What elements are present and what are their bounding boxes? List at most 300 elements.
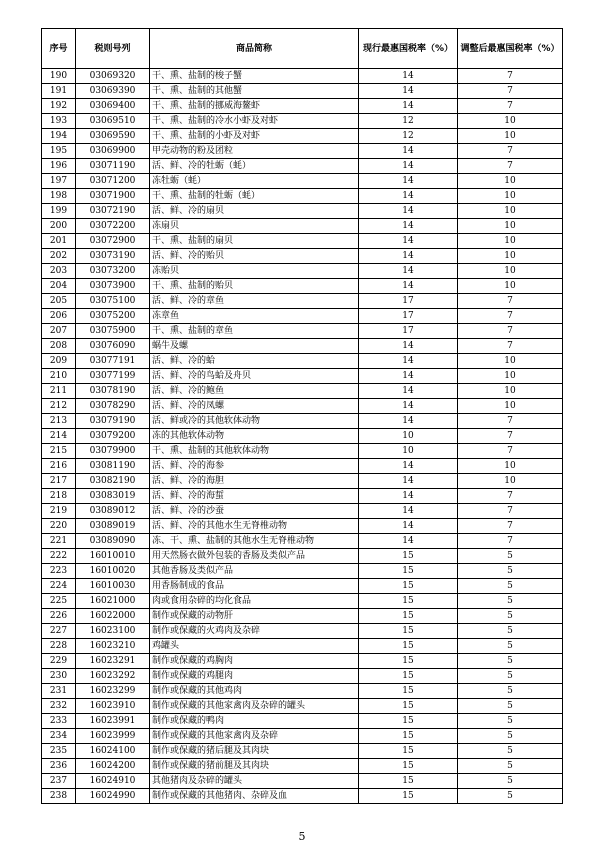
cell-name: 活、鲜、冷的海参 — [150, 459, 359, 474]
cell-code: 16023291 — [76, 654, 150, 669]
cell-seq: 219 — [42, 504, 76, 519]
cell-adjusted-rate: 5 — [458, 699, 563, 714]
cell-adjusted-rate: 7 — [458, 489, 563, 504]
cell-code: 16023100 — [76, 624, 150, 639]
cell-name: 冻牡蛎（蚝） — [150, 174, 359, 189]
cell-current-rate: 14 — [359, 399, 458, 414]
cell-code: 16024100 — [76, 744, 150, 759]
table-row — [42, 159, 563, 174]
cell-seq: 199 — [42, 204, 76, 219]
cell-current-rate: 14 — [359, 249, 458, 264]
table-row — [42, 744, 563, 759]
cell-adjusted-rate: 5 — [458, 564, 563, 579]
cell-current-rate: 15 — [359, 684, 458, 699]
cell-adjusted-rate: 7 — [458, 444, 563, 459]
table-row — [42, 99, 563, 114]
cell-adjusted-rate: 7 — [458, 294, 563, 309]
cell-adjusted-rate: 10 — [458, 264, 563, 279]
cell-seq: 222 — [42, 549, 76, 564]
cell-current-rate: 14 — [359, 84, 458, 99]
cell-current-rate: 15 — [359, 594, 458, 609]
cell-name: 活、鲜、冷的海蜇 — [150, 489, 359, 504]
table-row — [42, 264, 563, 279]
table-row — [42, 609, 563, 624]
cell-seq: 217 — [42, 474, 76, 489]
cell-adjusted-rate: 5 — [458, 639, 563, 654]
cell-code: 03083019 — [76, 489, 150, 504]
table-row — [42, 489, 563, 504]
cell-seq: 194 — [42, 129, 76, 144]
cell-seq: 232 — [42, 699, 76, 714]
table-header-row — [42, 29, 563, 69]
cell-name: 蜗牛及螺 — [150, 339, 359, 354]
cell-code: 03071200 — [76, 174, 150, 189]
table-row — [42, 369, 563, 384]
cell-code: 16010030 — [76, 579, 150, 594]
cell-current-rate: 15 — [359, 699, 458, 714]
cell-code: 03069390 — [76, 84, 150, 99]
cell-code: 03076090 — [76, 339, 150, 354]
cell-seq: 201 — [42, 234, 76, 249]
cell-code: 03073900 — [76, 279, 150, 294]
table-row — [42, 714, 563, 729]
cell-current-rate: 14 — [359, 339, 458, 354]
cell-adjusted-rate: 10 — [458, 279, 563, 294]
cell-current-rate: 10 — [359, 444, 458, 459]
cell-seq: 203 — [42, 264, 76, 279]
cell-seq: 237 — [42, 774, 76, 789]
cell-adjusted-rate: 7 — [458, 144, 563, 159]
cell-name: 肉或食用杂碎的均化食品 — [150, 594, 359, 609]
cell-adjusted-rate: 5 — [458, 654, 563, 669]
cell-name: 干、熏、盐制的其他蟹 — [150, 84, 359, 99]
table-row — [42, 549, 563, 564]
table-row — [42, 579, 563, 594]
cell-name: 干、熏、盐制的冷水小虾及对虾 — [150, 114, 359, 129]
cell-code: 16024200 — [76, 759, 150, 774]
cell-current-rate: 14 — [359, 174, 458, 189]
cell-seq: 195 — [42, 144, 76, 159]
table-row — [42, 429, 563, 444]
cell-seq: 213 — [42, 414, 76, 429]
cell-name: 制作或保藏的鸡胸肉 — [150, 654, 359, 669]
cell-seq: 231 — [42, 684, 76, 699]
cell-current-rate: 14 — [359, 384, 458, 399]
cell-adjusted-rate: 7 — [458, 159, 563, 174]
cell-code: 03082190 — [76, 474, 150, 489]
cell-current-rate: 17 — [359, 294, 458, 309]
cell-adjusted-rate: 5 — [458, 609, 563, 624]
table-row — [42, 684, 563, 699]
cell-adjusted-rate: 10 — [458, 189, 563, 204]
cell-current-rate: 14 — [359, 474, 458, 489]
cell-code: 03089019 — [76, 519, 150, 534]
cell-name: 制作或保藏的其他家禽肉及杂碎 — [150, 729, 359, 744]
cell-current-rate: 15 — [359, 744, 458, 759]
cell-name: 制作或保藏的其他猪肉、杂碎及血 — [150, 789, 359, 804]
cell-code: 03072900 — [76, 234, 150, 249]
cell-name: 冻的其他软体动物 — [150, 429, 359, 444]
cell-code: 03089012 — [76, 504, 150, 519]
cell-current-rate: 17 — [359, 309, 458, 324]
cell-seq: 225 — [42, 594, 76, 609]
cell-seq: 209 — [42, 354, 76, 369]
table-row — [42, 144, 563, 159]
cell-adjusted-rate: 5 — [458, 789, 563, 804]
cell-code: 03075200 — [76, 309, 150, 324]
cell-adjusted-rate: 5 — [458, 774, 563, 789]
cell-adjusted-rate: 10 — [458, 369, 563, 384]
cell-adjusted-rate: 10 — [458, 249, 563, 264]
cell-name: 活、鲜、冷的牡蛎（蚝） — [150, 159, 359, 174]
cell-seq: 190 — [42, 69, 76, 84]
cell-adjusted-rate: 5 — [458, 669, 563, 684]
cell-current-rate: 14 — [359, 204, 458, 219]
cell-name: 制作或保藏的鸭肉 — [150, 714, 359, 729]
cell-seq: 200 — [42, 219, 76, 234]
cell-code: 03071190 — [76, 159, 150, 174]
cell-current-rate: 14 — [359, 414, 458, 429]
cell-adjusted-rate: 7 — [458, 84, 563, 99]
table-row — [42, 474, 563, 489]
cell-adjusted-rate: 5 — [458, 744, 563, 759]
cell-code: 03071900 — [76, 189, 150, 204]
cell-name: 干、熏、盐制的章鱼 — [150, 324, 359, 339]
cell-current-rate: 14 — [359, 279, 458, 294]
cell-code: 03072200 — [76, 219, 150, 234]
table-body — [42, 69, 563, 804]
table-row — [42, 324, 563, 339]
cell-adjusted-rate: 10 — [458, 354, 563, 369]
table-row — [42, 519, 563, 534]
cell-seq: 206 — [42, 309, 76, 324]
cell-name: 干、熏、盐制的牡蛎（蚝） — [150, 189, 359, 204]
cell-current-rate: 15 — [359, 669, 458, 684]
table-row — [42, 624, 563, 639]
cell-name: 活、鲜、冷的鸟蛤及舟贝 — [150, 369, 359, 384]
cell-current-rate: 15 — [359, 579, 458, 594]
cell-adjusted-rate: 10 — [458, 219, 563, 234]
table-row — [42, 189, 563, 204]
tariff-table — [41, 28, 563, 804]
cell-code: 16023991 — [76, 714, 150, 729]
cell-current-rate: 14 — [359, 459, 458, 474]
header-name: 商品简称 — [150, 29, 359, 69]
table-row — [42, 249, 563, 264]
cell-adjusted-rate: 7 — [458, 414, 563, 429]
cell-code: 03077191 — [76, 354, 150, 369]
table-row — [42, 384, 563, 399]
cell-name: 用天然肠衣做外包装的香肠及类似产品 — [150, 549, 359, 564]
cell-code: 03073190 — [76, 249, 150, 264]
cell-seq: 202 — [42, 249, 76, 264]
table-row — [42, 414, 563, 429]
table-row — [42, 789, 563, 804]
cell-seq: 208 — [42, 339, 76, 354]
cell-adjusted-rate: 7 — [458, 534, 563, 549]
cell-current-rate: 15 — [359, 639, 458, 654]
cell-adjusted-rate: 5 — [458, 759, 563, 774]
cell-name: 制作或保藏的鸡腿肉 — [150, 669, 359, 684]
cell-seq: 230 — [42, 669, 76, 684]
cell-name: 活、鲜、冷的凤螺 — [150, 399, 359, 414]
cell-seq: 215 — [42, 444, 76, 459]
cell-current-rate: 14 — [359, 69, 458, 84]
cell-code: 16021000 — [76, 594, 150, 609]
table-row — [42, 129, 563, 144]
page-number: 5 — [298, 830, 306, 843]
cell-adjusted-rate: 7 — [458, 429, 563, 444]
cell-seq: 216 — [42, 459, 76, 474]
table-row — [42, 309, 563, 324]
header-seq: 序号 — [42, 29, 76, 69]
cell-name: 制作或保藏的动物肝 — [150, 609, 359, 624]
cell-current-rate: 15 — [359, 774, 458, 789]
table-row — [42, 699, 563, 714]
table-row — [42, 534, 563, 549]
cell-adjusted-rate: 7 — [458, 324, 563, 339]
cell-code: 03079900 — [76, 444, 150, 459]
cell-name: 干、熏、盐制的挪威海鳌虾 — [150, 99, 359, 114]
table-row — [42, 654, 563, 669]
cell-adjusted-rate: 5 — [458, 684, 563, 699]
cell-name: 用香肠制成的食品 — [150, 579, 359, 594]
cell-adjusted-rate: 10 — [458, 114, 563, 129]
cell-code: 03079200 — [76, 429, 150, 444]
cell-current-rate: 14 — [359, 519, 458, 534]
cell-name: 活、鲜、冷的章鱼 — [150, 294, 359, 309]
cell-seq: 234 — [42, 729, 76, 744]
cell-seq: 229 — [42, 654, 76, 669]
cell-name: 制作或保藏的猪后腿及其肉块 — [150, 744, 359, 759]
cell-name: 冻章鱼 — [150, 309, 359, 324]
cell-adjusted-rate: 10 — [458, 234, 563, 249]
cell-adjusted-rate: 10 — [458, 399, 563, 414]
table-row — [42, 759, 563, 774]
cell-name: 其他猪肉及杂碎的罐头 — [150, 774, 359, 789]
cell-name: 制作或保藏的猪前腿及其肉块 — [150, 759, 359, 774]
cell-seq: 218 — [42, 489, 76, 504]
cell-adjusted-rate: 5 — [458, 729, 563, 744]
cell-current-rate: 14 — [359, 504, 458, 519]
cell-name: 冻扇贝 — [150, 219, 359, 234]
cell-code: 16023299 — [76, 684, 150, 699]
cell-current-rate: 10 — [359, 429, 458, 444]
cell-current-rate: 15 — [359, 624, 458, 639]
cell-adjusted-rate: 5 — [458, 714, 563, 729]
table-row — [42, 234, 563, 249]
table-row — [42, 84, 563, 99]
table-row — [42, 639, 563, 654]
cell-current-rate: 14 — [359, 219, 458, 234]
cell-adjusted-rate: 10 — [458, 174, 563, 189]
cell-code: 03079190 — [76, 414, 150, 429]
table-row — [42, 294, 563, 309]
cell-code: 16023292 — [76, 669, 150, 684]
cell-current-rate: 12 — [359, 114, 458, 129]
table-row — [42, 219, 563, 234]
cell-adjusted-rate: 5 — [458, 579, 563, 594]
cell-adjusted-rate: 10 — [458, 384, 563, 399]
cell-code: 03073200 — [76, 264, 150, 279]
cell-name: 冻、干、熏、盐制的其他水生无脊椎动物 — [150, 534, 359, 549]
table-row — [42, 354, 563, 369]
cell-name: 制作或保藏的其他鸡肉 — [150, 684, 359, 699]
cell-current-rate: 15 — [359, 714, 458, 729]
header-current-rate: 现行最惠国税率（%） — [359, 29, 458, 69]
cell-name: 活、鲜或冷的其他软体动物 — [150, 414, 359, 429]
cell-code: 03078290 — [76, 399, 150, 414]
cell-current-rate: 12 — [359, 129, 458, 144]
cell-seq: 238 — [42, 789, 76, 804]
cell-seq: 193 — [42, 114, 76, 129]
cell-code: 03069900 — [76, 144, 150, 159]
cell-seq: 192 — [42, 99, 76, 114]
table-row — [42, 279, 563, 294]
cell-name: 活、鲜、冷的蛤 — [150, 354, 359, 369]
cell-seq: 204 — [42, 279, 76, 294]
cell-seq: 236 — [42, 759, 76, 774]
cell-seq: 214 — [42, 429, 76, 444]
header-code: 税则号列 — [76, 29, 150, 69]
cell-code: 16010020 — [76, 564, 150, 579]
cell-adjusted-rate: 7 — [458, 519, 563, 534]
cell-seq: 227 — [42, 624, 76, 639]
cell-seq: 207 — [42, 324, 76, 339]
cell-current-rate: 15 — [359, 564, 458, 579]
cell-seq: 210 — [42, 369, 76, 384]
cell-seq: 226 — [42, 609, 76, 624]
cell-name: 活、鲜、冷的贻贝 — [150, 249, 359, 264]
cell-code: 16024910 — [76, 774, 150, 789]
cell-name: 冻贻贝 — [150, 264, 359, 279]
cell-seq: 197 — [42, 174, 76, 189]
cell-name: 活、鲜、冷的海胆 — [150, 474, 359, 489]
table-row — [42, 174, 563, 189]
cell-current-rate: 15 — [359, 654, 458, 669]
cell-current-rate: 15 — [359, 759, 458, 774]
table-row — [42, 69, 563, 84]
table-row — [42, 669, 563, 684]
header-adjusted-rate: 调整后最惠国税率（%） — [458, 29, 563, 69]
cell-code: 03069320 — [76, 69, 150, 84]
cell-code: 16023910 — [76, 699, 150, 714]
cell-seq: 191 — [42, 84, 76, 99]
cell-seq: 205 — [42, 294, 76, 309]
table-row — [42, 459, 563, 474]
cell-name: 制作或保藏的其他家禽肉及杂碎的罐头 — [150, 699, 359, 714]
cell-current-rate: 15 — [359, 609, 458, 624]
cell-adjusted-rate: 5 — [458, 549, 563, 564]
cell-name: 鸡罐头 — [150, 639, 359, 654]
cell-name: 干、熏、盐制的扇贝 — [150, 234, 359, 249]
document-page — [41, 28, 562, 804]
cell-code: 03072190 — [76, 204, 150, 219]
cell-seq: 235 — [42, 744, 76, 759]
cell-current-rate: 14 — [359, 534, 458, 549]
cell-adjusted-rate: 7 — [458, 339, 563, 354]
cell-current-rate: 14 — [359, 144, 458, 159]
cell-adjusted-rate: 7 — [458, 69, 563, 84]
cell-current-rate: 14 — [359, 489, 458, 504]
cell-current-rate: 14 — [359, 99, 458, 114]
cell-adjusted-rate: 7 — [458, 504, 563, 519]
cell-code: 03075100 — [76, 294, 150, 309]
cell-seq: 212 — [42, 399, 76, 414]
cell-code: 03077199 — [76, 369, 150, 384]
cell-code: 03075900 — [76, 324, 150, 339]
cell-name: 干、熏、盐制的贻贝 — [150, 279, 359, 294]
table-row — [42, 594, 563, 609]
table-row — [42, 204, 563, 219]
cell-current-rate: 15 — [359, 729, 458, 744]
cell-name: 活、鲜、冷的其他水生无脊椎动物 — [150, 519, 359, 534]
table-row — [42, 114, 563, 129]
cell-seq: 211 — [42, 384, 76, 399]
cell-adjusted-rate: 5 — [458, 624, 563, 639]
cell-code: 03081190 — [76, 459, 150, 474]
cell-name: 干、熏、盐制的梭子蟹 — [150, 69, 359, 84]
cell-current-rate: 15 — [359, 549, 458, 564]
cell-name: 其他香肠及类似产品 — [150, 564, 359, 579]
cell-adjusted-rate: 10 — [458, 459, 563, 474]
cell-current-rate: 14 — [359, 189, 458, 204]
cell-name: 甲壳动物的粉及团粒 — [150, 144, 359, 159]
cell-current-rate: 14 — [359, 234, 458, 249]
cell-seq: 221 — [42, 534, 76, 549]
cell-adjusted-rate: 7 — [458, 99, 563, 114]
cell-adjusted-rate: 10 — [458, 204, 563, 219]
cell-code: 03069400 — [76, 99, 150, 114]
table-row — [42, 504, 563, 519]
cell-code: 16023999 — [76, 729, 150, 744]
cell-seq: 228 — [42, 639, 76, 654]
cell-current-rate: 14 — [359, 159, 458, 174]
cell-seq: 223 — [42, 564, 76, 579]
cell-seq: 220 — [42, 519, 76, 534]
cell-adjusted-rate: 5 — [458, 594, 563, 609]
cell-code: 03069510 — [76, 114, 150, 129]
cell-current-rate: 14 — [359, 369, 458, 384]
table-row — [42, 564, 563, 579]
cell-seq: 233 — [42, 714, 76, 729]
table-row — [42, 339, 563, 354]
table-row — [42, 774, 563, 789]
cell-current-rate: 15 — [359, 789, 458, 804]
cell-name: 活、鲜、冷的鲍鱼 — [150, 384, 359, 399]
cell-name: 干、熏、盐制的小虾及对虾 — [150, 129, 359, 144]
cell-current-rate: 14 — [359, 264, 458, 279]
cell-code: 03078190 — [76, 384, 150, 399]
cell-name: 干、熏、盐制的其他软体动物 — [150, 444, 359, 459]
cell-code: 16023210 — [76, 639, 150, 654]
cell-name: 活、鲜、冷的沙蚕 — [150, 504, 359, 519]
cell-code: 16010010 — [76, 549, 150, 564]
cell-seq: 224 — [42, 579, 76, 594]
cell-adjusted-rate: 10 — [458, 474, 563, 489]
cell-code: 03089090 — [76, 534, 150, 549]
cell-current-rate: 14 — [359, 354, 458, 369]
table-row — [42, 399, 563, 414]
cell-code: 16022000 — [76, 609, 150, 624]
cell-current-rate: 17 — [359, 324, 458, 339]
cell-seq: 198 — [42, 189, 76, 204]
cell-adjusted-rate: 7 — [458, 309, 563, 324]
cell-adjusted-rate: 10 — [458, 129, 563, 144]
cell-seq: 196 — [42, 159, 76, 174]
table-row — [42, 729, 563, 744]
cell-code: 03069590 — [76, 129, 150, 144]
